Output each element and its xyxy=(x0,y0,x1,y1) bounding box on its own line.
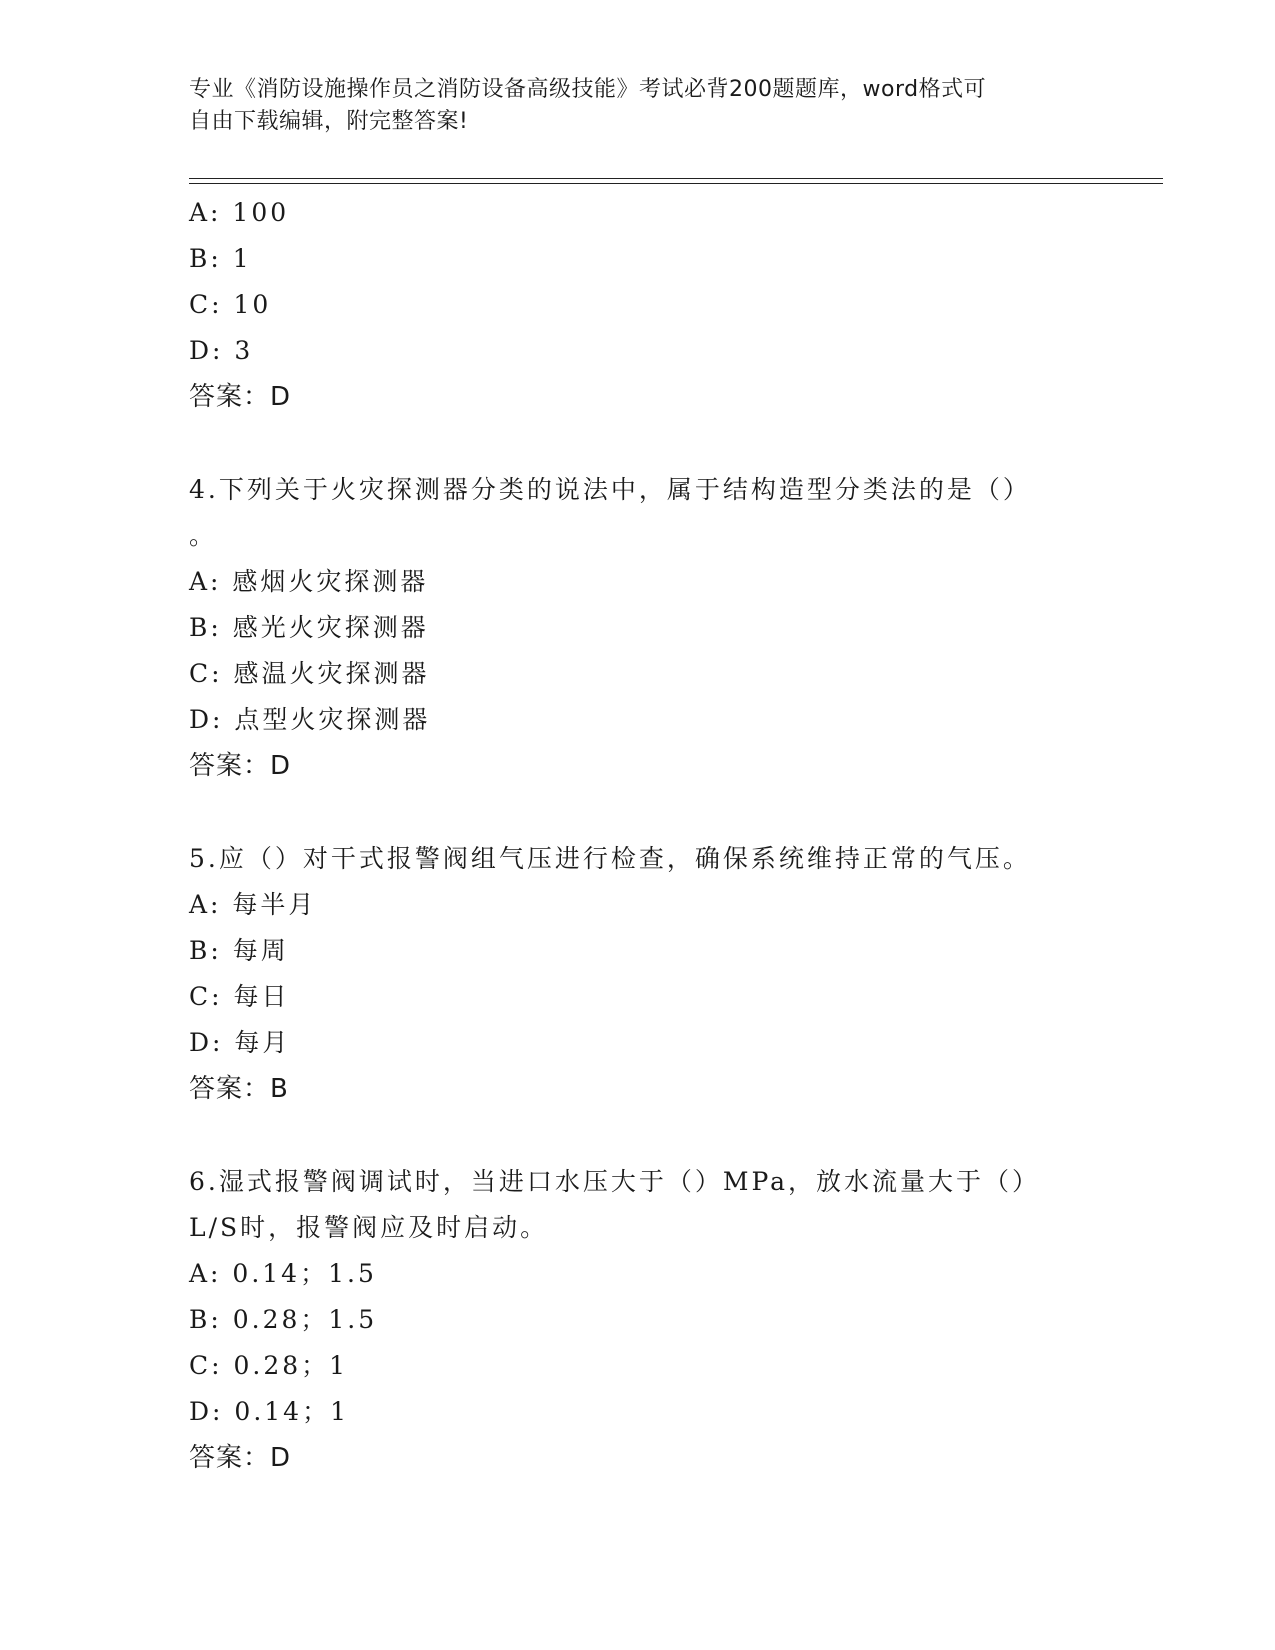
header-divider-bottom xyxy=(189,183,1163,184)
question-3 xyxy=(189,190,1089,420)
answer-label: 答案：B xyxy=(189,1074,289,1104)
answer-label: 答案：D xyxy=(189,1443,292,1473)
option-c: C: 每日 xyxy=(189,982,290,1011)
question-stem: 5.应（）对干式报警阀组气压进行检查，确保系统维持正常的气压。 xyxy=(189,844,1031,873)
question-stem-continuation: L/S时，报警阀应及时启动。 xyxy=(189,1213,549,1242)
question-5 xyxy=(189,836,1089,1112)
option-d: D: 3 xyxy=(189,336,254,365)
option-d: D: 点型火灾探测器 xyxy=(189,705,431,734)
option-b: B: 感光火灾探测器 xyxy=(189,613,429,642)
document-header xyxy=(189,74,1069,138)
question-list xyxy=(189,190,1089,1481)
option-c: C: 感温火灾探测器 xyxy=(189,659,430,688)
header-line-1: 专业《消防设施操作员之消防设备高级技能》考试必背200题题库，word格式可 xyxy=(189,77,987,102)
question-stem: 4.下列关于火灾探测器分类的说法中，属于结构造型分类法的是（） xyxy=(189,475,1031,504)
question-6 xyxy=(189,1159,1089,1481)
option-a: A: 感烟火灾探测器 xyxy=(189,567,429,596)
option-d: D: 0.14；1 xyxy=(189,1397,349,1426)
answer-label: 答案：D xyxy=(189,382,292,412)
question-4 xyxy=(189,467,1089,789)
answer-label: 答案：D xyxy=(189,751,292,781)
option-b: B: 0.28；1.5 xyxy=(189,1305,378,1334)
option-a: A: 0.14；1.5 xyxy=(189,1259,377,1288)
question-stem-continuation: 。 xyxy=(189,521,215,550)
option-a: A: 每半月 xyxy=(189,890,317,919)
question-stem: 6.湿式报警阀调试时，当进口水压大于（）MPa，放水流量大于（） xyxy=(189,1167,1041,1196)
option-a: A: 100 xyxy=(189,198,290,227)
option-c: C: 0.28；1 xyxy=(189,1351,349,1380)
header-line-2: 自由下载编辑，附完整答案! xyxy=(189,109,469,134)
option-c: C: 10 xyxy=(189,290,272,319)
option-b: B: 每周 xyxy=(189,936,289,965)
header-divider-top xyxy=(189,178,1163,179)
option-b: B: 1 xyxy=(189,244,252,273)
option-d: D: 每月 xyxy=(189,1028,291,1057)
